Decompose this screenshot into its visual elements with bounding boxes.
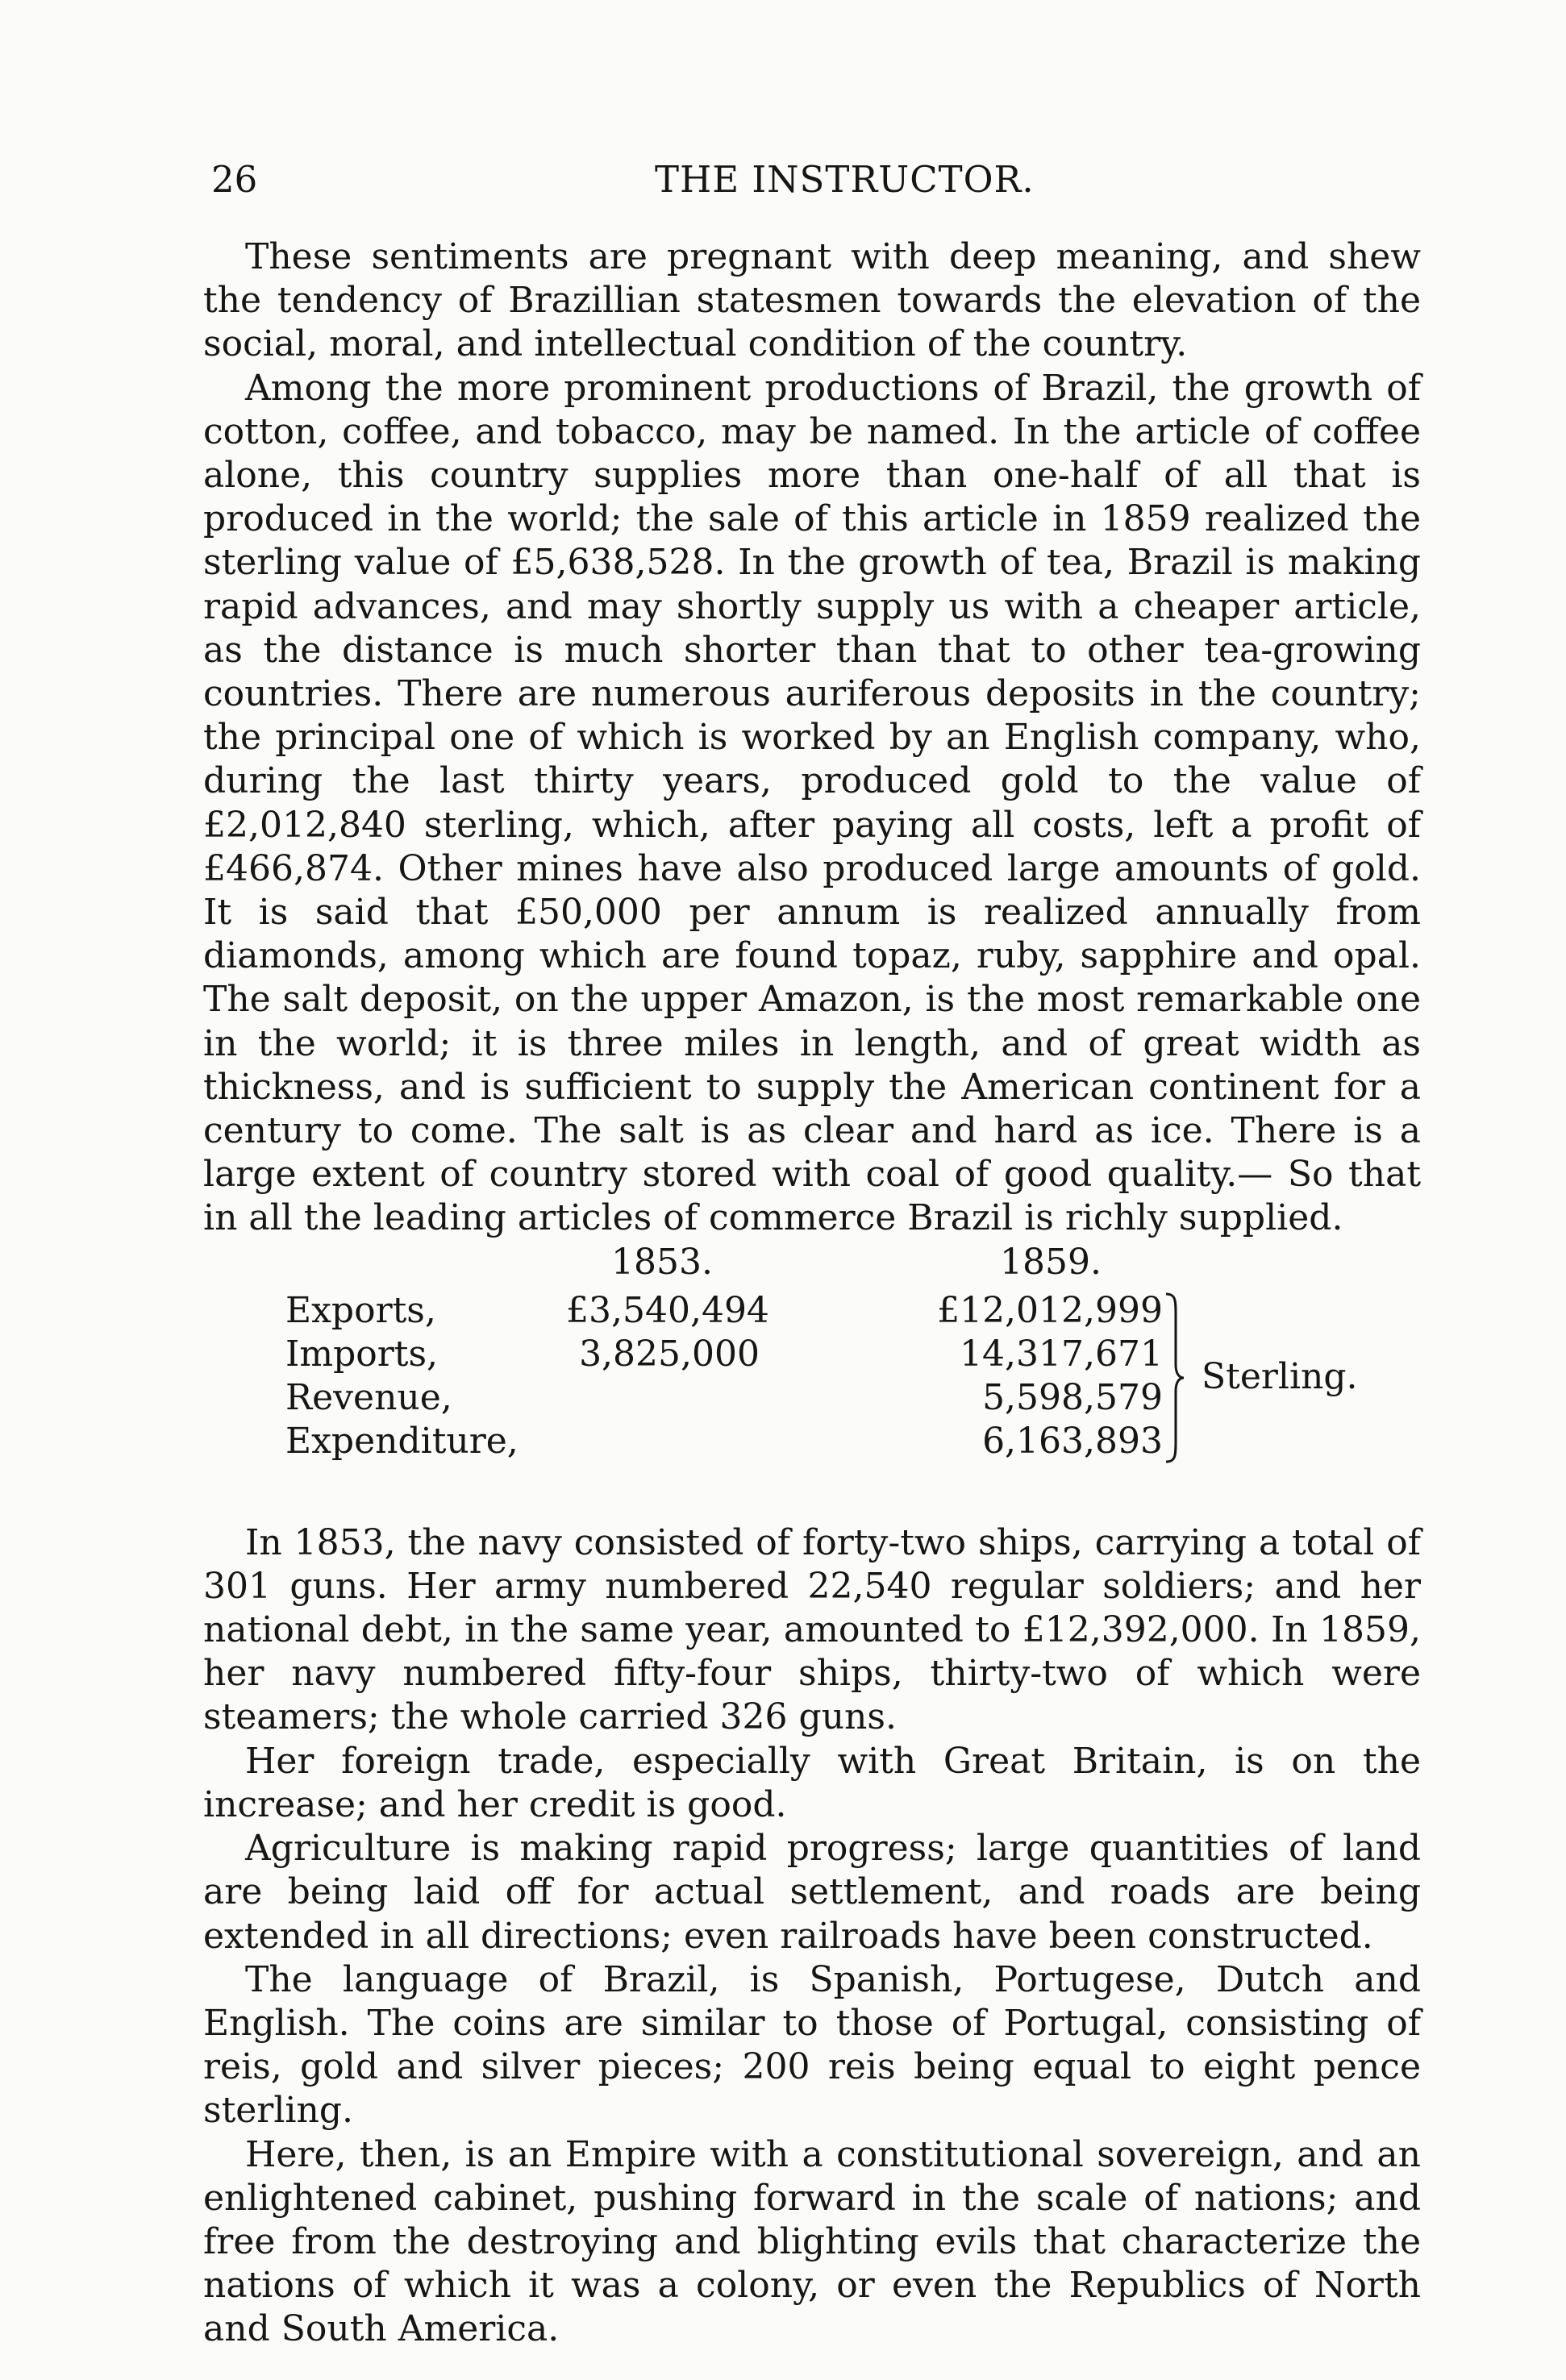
value-1859: £12,012,999 [937, 1289, 1163, 1331]
value-1859: 5,598,579 [982, 1376, 1163, 1418]
year-header-1853: 1853. [611, 1241, 713, 1283]
page-number: 26 [211, 158, 258, 201]
paragraph: Here, then, is an Empire with a constitutional sovereign, and an enlightened cabinet, pushing forward in the scale of nations; and free from the destroying and blighting evils that characterize the nations of which it was a colony, or even the Republics of North and South America. [203, 2133, 1421, 2350]
value-1859: 14,317,671 [960, 1333, 1163, 1375]
table-row-expenditure [203, 1420, 1421, 1463]
year-header-1859: 1859. [1000, 1241, 1102, 1283]
table-row-exports [203, 1289, 1421, 1333]
row-label: Expenditure, [285, 1420, 519, 1462]
running-title: THE INSTRUCTOR. [655, 158, 1035, 201]
value-1853: £3,540,494 [566, 1289, 769, 1331]
value-1853: 3,825,000 [579, 1333, 760, 1375]
currency-unit-label: Sterling. [1202, 1355, 1358, 1397]
right-brace-icon [1164, 1291, 1185, 1465]
paragraph: The language of Brazil, is Spanish, Portugese, Dutch and English. The coins are similar to those of Portugal, consisting of reis, gold and silver pieces; 200 reis being equal to eight pence sterling. [203, 1958, 1421, 2132]
paragraph: These sentiments are pregnant with deep meaning, and shew the tendency of Brazillian statesmen towards the elevation of the social, moral, and intellectual condition of the country. [203, 236, 1421, 365]
paragraph: Her foreign trade, especially with Great Britain, is on the increase; and her credit is good. [203, 1740, 1421, 1825]
trade-table [203, 1241, 1421, 1521]
paragraph: Among the more prominent productions of Brazil, the growth of cotton, coffee, and tobacco, may be named. In the article of coffee alone, this country supplies more than one-half of all that is produced in the world; the sale of this article in 1859 realized the sterling value of £5,638,528. In the growth of tea, Brazil is making rapid advances, and may shortly supply us with a cheaper article, as the distance is much shorter than that to other tea-growing countries. There are numerous auriferous deposits in the country; the principal one of which is worked by an English company, who, during the last thirty years, produced gold to the value of £2,012,840 sterling, which, after paying all costs, left a profit of £466,874. Other mines have also produced large amounts of gold. It is said that £50,000 per annum is realized annually from diamonds, among which are found topaz, ruby, sapphire and opal. The salt deposit, on the upper Amazon, is the most remarkable one in the world; it is three miles in length, and of great width as thickness, and is sufficient to supply the American continent for a century to come. The salt is as clear and hard as ice. There is a large extent of country stored with coal of good quality.— So that in all the leading articles of commerce Brazil is richly supplied. [203, 367, 1421, 1239]
row-label: Imports, [285, 1333, 439, 1375]
row-label: Exports, [285, 1289, 436, 1331]
page-body [203, 235, 1421, 2352]
paragraph: In 1853, the navy consisted of forty-two ships, carrying a total of 301 guns. Her army numbered 22,540 regular soldiers; and her national debt, in the same year, amounted to £12,392,000. In 1859, her navy numbered fifty-four ships, thirty-two of which were steamers; the whole carried 326 guns. [203, 1521, 1421, 1738]
paragraph: Agriculture is making rapid progress; large quantities of land are being laid off for actual settlement, and roads are being extended in all directions; even railroads have been constructed. [203, 1828, 1421, 1957]
page-header [211, 158, 1397, 206]
row-label: Revenue, [285, 1376, 452, 1418]
value-1859: 6,163,893 [982, 1420, 1163, 1462]
